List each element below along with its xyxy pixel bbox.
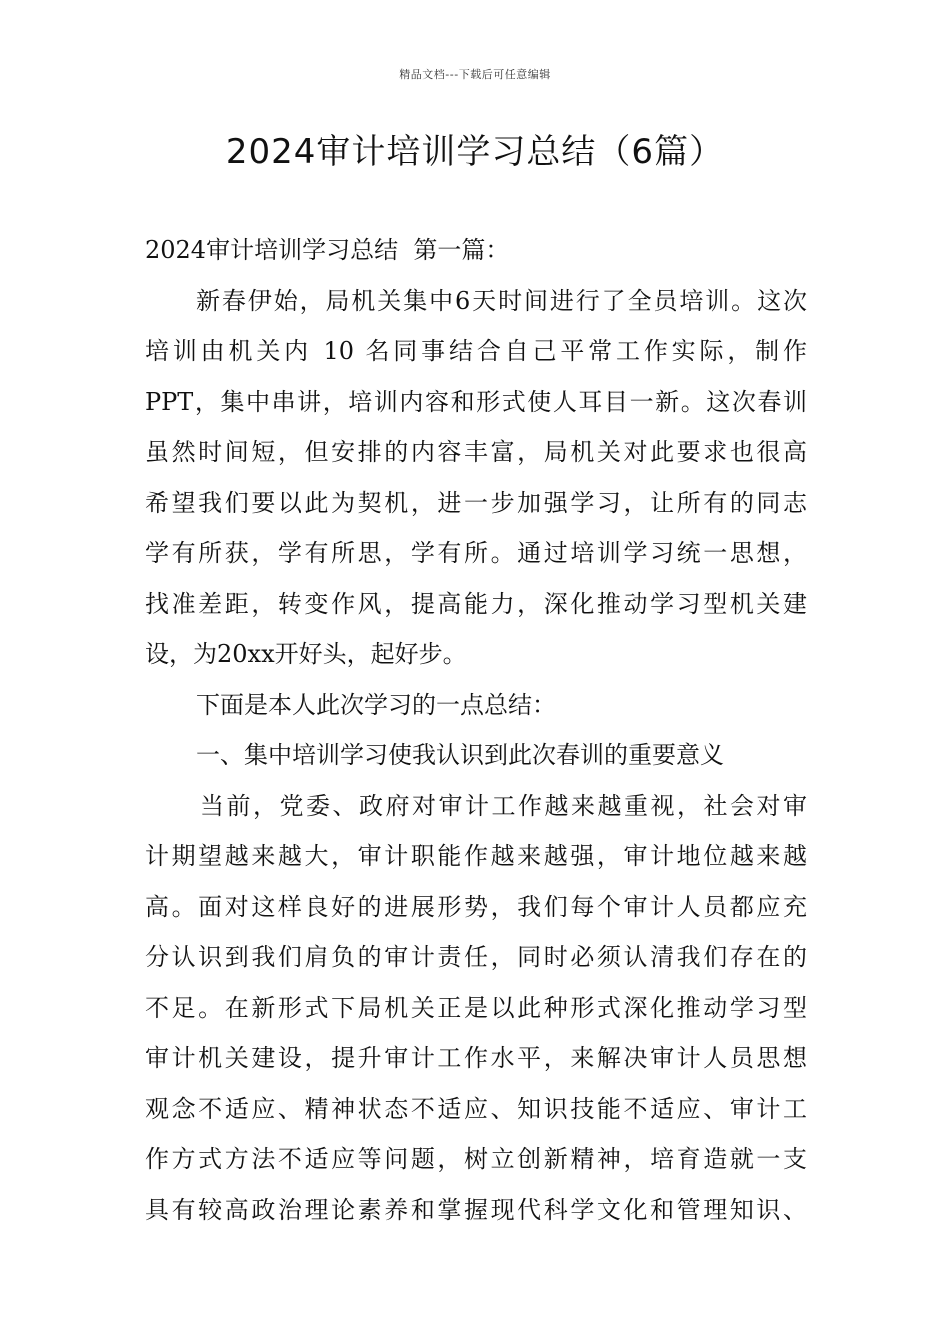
document-title: 2024审计培训学习总结（6篇） (225, 132, 725, 172)
paragraph-line: 高。面对这样良好的进展形势，我们每个审计人员都应充 (145, 892, 807, 921)
document-body (145, 232, 807, 1242)
subheading-1: 一、集中培训学习使我认识到此次春训的重要意义 (196, 741, 724, 769)
paragraph-line: 观念不适应、精神状态不适应、知识技能不适应、审计工 (145, 1094, 807, 1123)
paragraph-line: 作方式方法不适应等问题，树立创新精神，培育造就一支 (145, 1145, 807, 1173)
paragraph-line: 设，为20xx开好头，起好步。 (145, 640, 467, 668)
paragraph-line: 虽然时间短，但安排的内容丰富，局机关对此要求也很高 (145, 438, 807, 466)
paragraph-line: 具有较高政治理论素养和掌握现代科学文化和管理知识、 (145, 1195, 807, 1224)
paragraph-line: 学有所获，学有所思，学有所。通过培训学习统一思想， (145, 539, 807, 567)
paragraph-3 (145, 788, 807, 1243)
paragraph-line: 审计机关建设，提升审计工作水平，来解决审计人员思想 (145, 1044, 807, 1072)
paragraph-1 (145, 283, 807, 687)
paragraph-line: 计期望越来越大，审计职能作越来越强，审计地位越来越 (145, 842, 807, 870)
section-heading: 2024审计培训学习总结 第一篇： (145, 236, 510, 264)
paragraph-line: PPT，集中串讲，培训内容和形式使人耳目一新。这次春训 (145, 387, 807, 416)
paragraph-line: 分认识到我们肩负的审计责任，同时必须认清我们存在的 (145, 943, 807, 971)
document-header-note: 精品文档---下载后可任意编辑 (399, 68, 551, 81)
paragraph-line: 不足。在新形式下局机关正是以此种形式深化推动学习型 (145, 993, 807, 1022)
paragraph-line: 希望我们要以此为契机，进一步加强学习，让所有的同志 (145, 488, 807, 517)
paragraph-line: 当前，党委、政府对审计工作越来越重视，社会对审 (200, 791, 807, 820)
paragraph-line: 新春伊始，局机关集中6天时间进行了全员培训。这次 (196, 286, 807, 315)
paragraph-line: 找准差距，转变作风，提高能力，深化推动学习型机关建 (145, 589, 807, 618)
paragraph-line: 培训由机关内 10 名同事结合自己平常工作实际，制作 (145, 337, 807, 365)
paragraph-2: 下面是本人此次学习的一点总结： (196, 690, 556, 719)
